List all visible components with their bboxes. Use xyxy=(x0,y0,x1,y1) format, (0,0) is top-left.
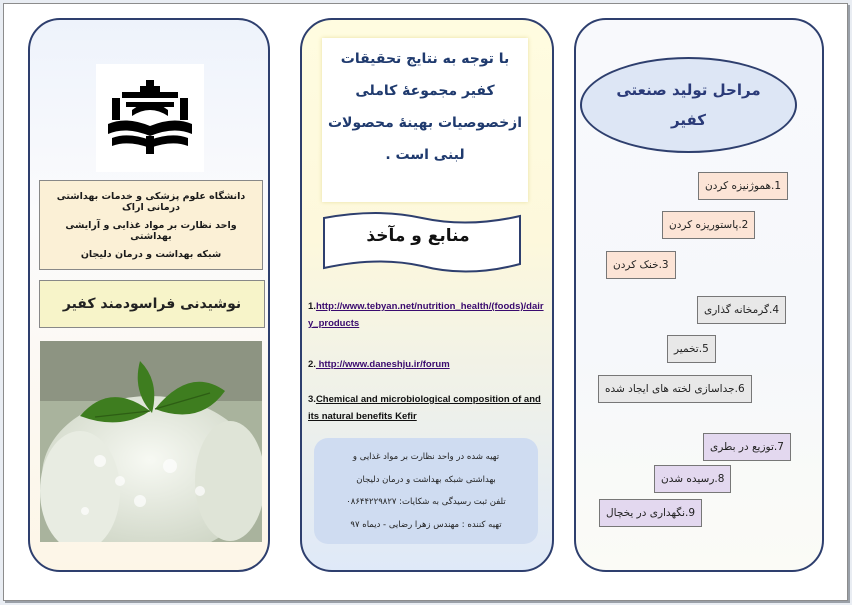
step-4: 4.گرمخانه گذاری xyxy=(697,296,786,324)
contact-info-box xyxy=(314,438,538,544)
step-8: 8.رسیده شدن xyxy=(654,465,731,493)
heading-line-1: مراحل تولید صنعتی xyxy=(616,81,761,99)
step-5: 5.تخمیر xyxy=(667,335,716,363)
university-logo xyxy=(96,64,204,172)
reference-2-number: 2. xyxy=(308,359,316,370)
intro-line-2: کفیر مجموعهٔ کاملی xyxy=(355,83,495,99)
step-1: 1.هموژنیزه کردن xyxy=(698,172,788,200)
reference-1 xyxy=(308,298,544,332)
intro-text-box xyxy=(322,38,528,202)
intro-line-4: لبنی است . xyxy=(385,147,465,163)
intro-line-3: ازخصوصیات بهینهٔ محصولات xyxy=(327,115,523,131)
intro-line-1: با توجه به نتایج تحقیقات xyxy=(340,51,510,67)
step-2: 2.پاستوریزه کردن xyxy=(662,211,755,239)
brochure-title: نوشیدنی فراسودمند کفیر xyxy=(39,280,265,328)
university-logo-icon xyxy=(102,76,198,160)
reference-1-number: 1. xyxy=(308,301,316,312)
organization-box xyxy=(39,180,263,270)
step-3: 3.خنک کردن xyxy=(606,251,676,279)
info-line-1: تهیه شده در واحد نظارت بر مواد غذایی و xyxy=(352,452,500,463)
sources-title: منابع و مآخذ xyxy=(366,226,470,246)
org-line-3: شبکه بهداشت و درمان دلیجان xyxy=(80,248,222,260)
reference-1-link[interactable]: http://www.tebyan.net/nutrition_health/(foods)/dairy_products xyxy=(308,301,544,329)
reference-2-link[interactable]: http://www.daneshju.ir/forum xyxy=(315,359,450,370)
info-line-4: تهیه کننده : مهندس زهرا رضایی - دیماه ۹۷ xyxy=(350,519,502,530)
reference-3-text: Chemical and microbiological composition of and its natural benefits Kefir xyxy=(308,394,541,422)
step-6: 6.جداسازی لخته های ایجاد شده xyxy=(598,375,752,403)
reference-3-number: 3. xyxy=(308,394,316,405)
reference-3 xyxy=(308,391,544,425)
reference-2 xyxy=(308,356,544,373)
production-heading xyxy=(580,57,797,153)
org-line-1: دانشگاه علوم پزشکی و خدمات بهداشتی درمانی اراک xyxy=(56,190,246,213)
org-line-2: واحد نظارت بر مواد غذایی و آرایشی بهداشتی xyxy=(65,219,237,242)
kefir-drink-photo xyxy=(40,341,262,542)
step-9: 9.نگهداری در یخچال xyxy=(599,499,702,527)
heading-line-2: کفیر xyxy=(671,111,706,129)
info-line-3: تلفن ثبت رسیدگی به شکایات: ۰۸۶۴۴۲۲۹۸۲۷ xyxy=(346,497,506,508)
sources-banner xyxy=(318,208,528,276)
step-7: 7.توزیع در بطری xyxy=(703,433,791,461)
info-line-2: بهداشتی شبکه بهداشت و درمان دلیجان xyxy=(356,474,496,485)
